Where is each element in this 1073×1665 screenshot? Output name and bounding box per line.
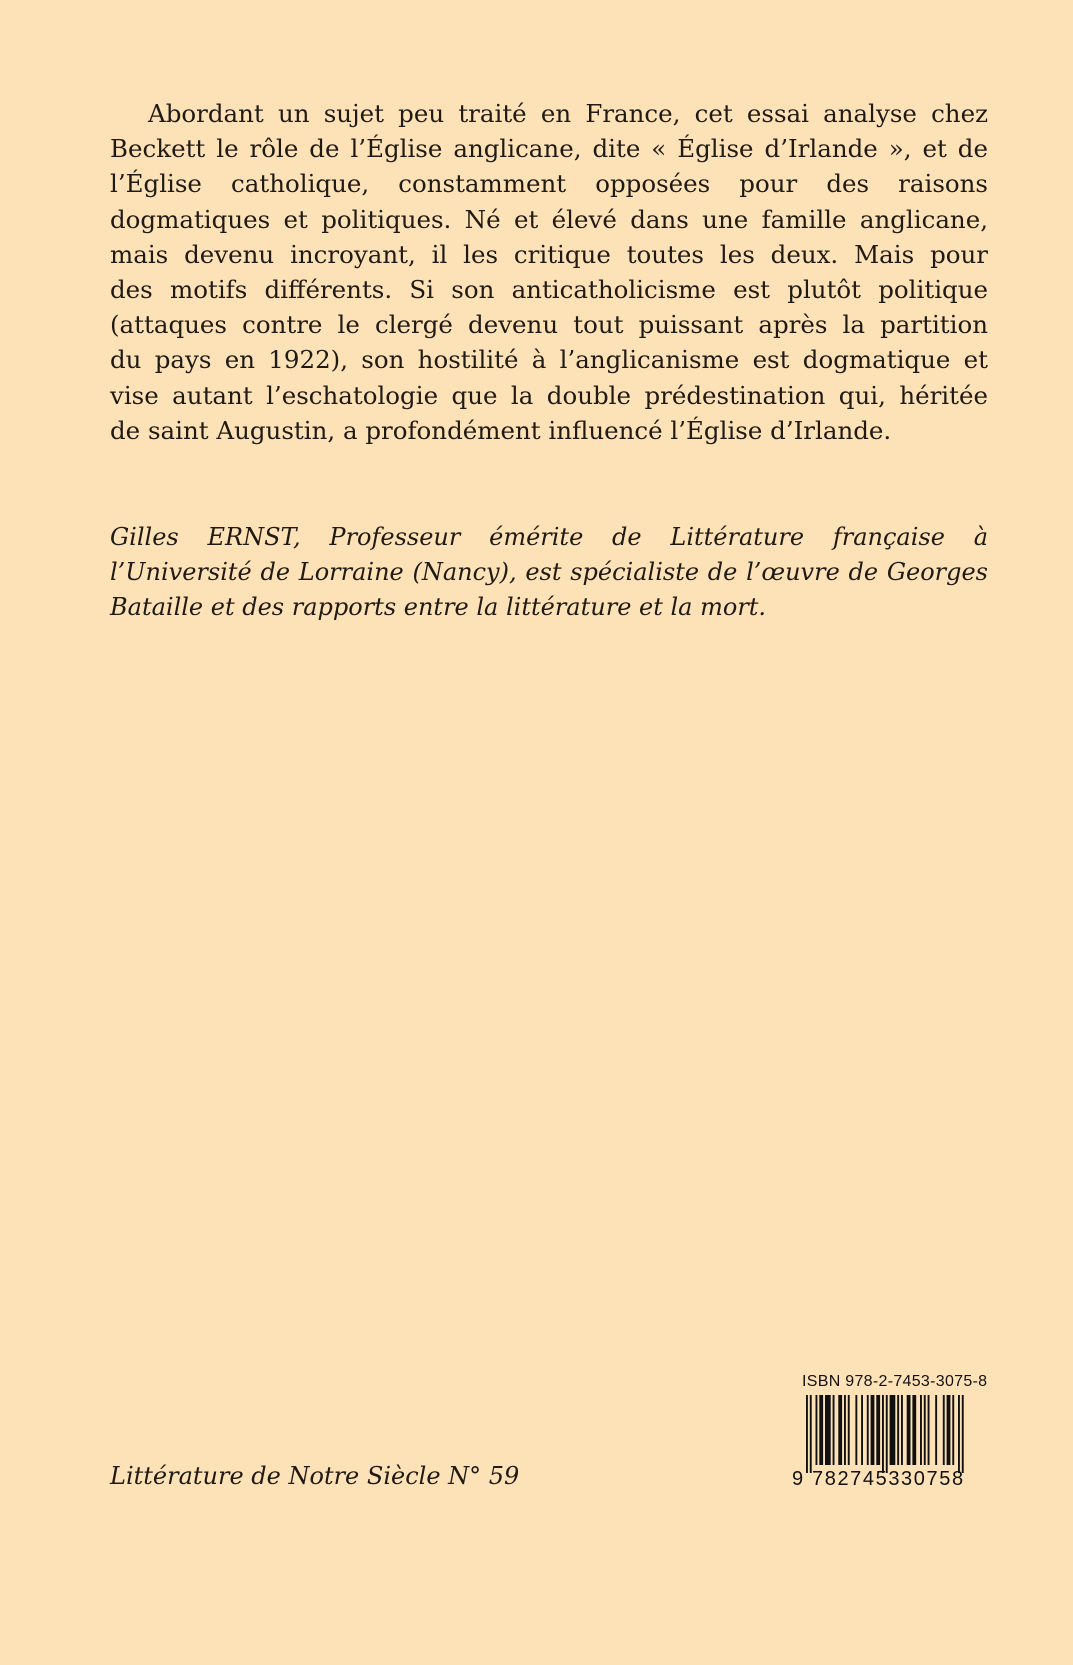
barcode-bar [848, 1395, 850, 1465]
isbn-label: ISBN 978-2-7453-3075-8 [802, 1373, 988, 1390]
summary-line: Beckett le rôle de l’Église anglicane, dite « Église d’Irlande », et de [110, 134, 988, 164]
barcode-number: 782745330758 [812, 1468, 965, 1490]
barcode-bar [806, 1395, 808, 1473]
barcode-bar [810, 1395, 812, 1473]
barcode-bar [924, 1395, 926, 1465]
summary-line: Abordant un sujet peu traité en France, cet essai analyse chez [148, 99, 988, 128]
summary-line: vise autant l’eschatologie que la double prédestination qui, héritée [110, 380, 988, 410]
summary-line: du pays en 1922), son hostilité à l’anglicanisme est dogmatique et [110, 345, 988, 375]
barcode-bar [876, 1395, 880, 1465]
author-bio-line: Bataille et des rapports entre la littérature et la mort. [110, 593, 767, 621]
barcode-first-digit: 9 [792, 1468, 804, 1490]
summary-line: mais devenu incroyant, il les critique toutes les deux. Mais pour [110, 239, 988, 269]
barcode-bar [943, 1395, 945, 1465]
barcode-bar [890, 1395, 896, 1465]
barcode-bar [912, 1395, 916, 1465]
barcode-bar [935, 1395, 937, 1465]
series-title: Littérature de Notre Siècle N° 59 [110, 1462, 520, 1490]
barcode-bar [833, 1395, 835, 1465]
barcode-bar [871, 1395, 875, 1465]
barcode-bar [825, 1395, 831, 1465]
summary-line: de saint Augustin, a profondément influencé l’Église d’Irlande. [110, 415, 892, 445]
barcode-bar [952, 1395, 954, 1465]
author-bio [110, 520, 988, 625]
barcode-bar [819, 1395, 823, 1465]
barcode-bar [882, 1395, 884, 1473]
summary-paragraph [110, 96, 988, 448]
barcode-bar [907, 1395, 911, 1465]
author-bio-line: l’Université de Lorraine (Nancy), est spécialiste de l’œuvre de Georges [110, 558, 988, 586]
barcode-bar [958, 1395, 960, 1473]
barcode-bar [838, 1395, 842, 1465]
barcode-bar [947, 1395, 951, 1465]
isbn-barcode [792, 1373, 992, 1493]
barcode-bar [920, 1395, 922, 1465]
barcode-bar [844, 1395, 846, 1465]
barcode-bar [861, 1395, 863, 1465]
barcode-bar [867, 1395, 869, 1465]
summary-line: des motifs différents. Si son anticatholicisme est plutôt politique [110, 275, 988, 305]
barcode-bar [901, 1395, 903, 1465]
barcode-bar [855, 1395, 857, 1465]
barcode-bar [886, 1395, 888, 1473]
summary-line: (attaques contre le clergé devenu tout puissant après la partition [110, 310, 988, 340]
barcode-bar [816, 1395, 818, 1465]
summary-line: dogmatiques et politiques. Né et élevé dans une famille anglicane, [110, 204, 988, 234]
barcode-icon [792, 1395, 992, 1473]
summary-line: l’Église catholique, constamment opposées pour des raisons [110, 169, 988, 199]
author-bio-line: Gilles ERNST, Professeur émérite de Littérature française à [110, 523, 988, 551]
barcode-bar [897, 1395, 899, 1465]
barcode-bar [962, 1395, 964, 1473]
barcode-bar [928, 1395, 930, 1465]
